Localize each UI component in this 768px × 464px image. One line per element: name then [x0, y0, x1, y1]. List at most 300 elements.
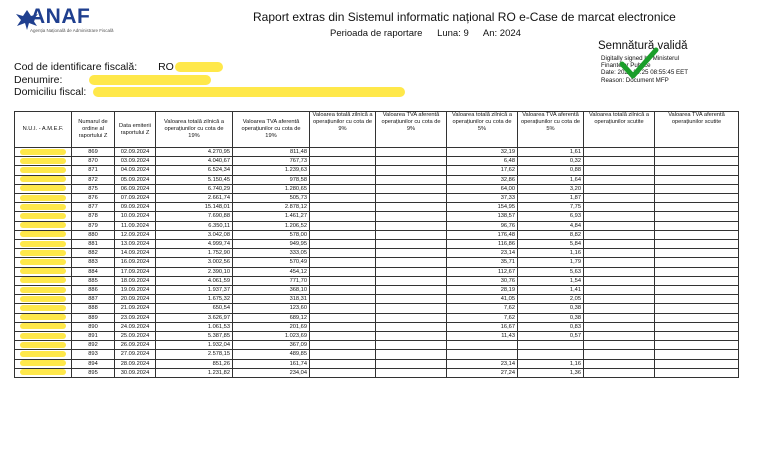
cif-label: Cod de identificare fiscală:	[14, 61, 138, 73]
table-cell: 6.740,29	[156, 184, 233, 193]
redacted-highlight	[20, 333, 66, 339]
table-cell: 6,93	[518, 212, 584, 221]
table-cell: 2,05	[518, 295, 584, 304]
nui-amef-cell	[15, 148, 72, 157]
table-cell: 1.206,52	[233, 221, 310, 230]
table-cell: 978,58	[233, 175, 310, 184]
table-cell: 875	[72, 184, 115, 193]
table-cell	[584, 304, 655, 313]
table-row	[15, 175, 739, 184]
table-cell: 32,19	[447, 148, 518, 157]
table-cell	[376, 221, 447, 230]
table-cell: 161,74	[233, 359, 310, 368]
table-cell	[310, 148, 376, 157]
table-cell: 1,41	[518, 286, 584, 295]
period-year: An: 2024	[482, 28, 521, 39]
table-cell: 4.999,74	[156, 240, 233, 249]
table-cell: 1.461,27	[233, 212, 310, 221]
table-cell: 689,12	[233, 313, 310, 322]
domiciliu-label: Domiciliu fiscal:	[14, 86, 87, 98]
table-cell	[584, 148, 655, 157]
table-cell: 1,64	[518, 175, 584, 184]
table-cell	[584, 276, 655, 285]
table-cell: 116,86	[447, 240, 518, 249]
table-cell	[310, 350, 376, 359]
table-cell: 4.061,59	[156, 276, 233, 285]
period-month: Luna: 9	[437, 28, 469, 39]
table-cell: 32,86	[447, 175, 518, 184]
redacted-highlight	[175, 62, 223, 72]
anaf-logo-text: ANAF	[30, 5, 91, 28]
column-header: Valoarea totală zilnică a operațiunilor cu cota de 5%	[447, 112, 518, 148]
table-cell: 0,32	[518, 157, 584, 166]
table-cell: 1.932,04	[156, 341, 233, 350]
table-cell: 892	[72, 341, 115, 350]
table-row	[15, 258, 739, 267]
table-cell: 7.690,88	[156, 212, 233, 221]
table-cell	[655, 295, 739, 304]
table-cell: 3.002,56	[156, 258, 233, 267]
table-cell	[584, 212, 655, 221]
table-cell: 0,88	[518, 166, 584, 175]
table-cell: 882	[72, 249, 115, 258]
column-header: Numarul de ordine al raportului Z	[72, 112, 115, 148]
table-cell: 879	[72, 221, 115, 230]
table-cell: 872	[72, 175, 115, 184]
table-cell	[310, 332, 376, 341]
redacted-highlight	[20, 167, 66, 173]
column-header: N.U.I. - A.M.E.F.	[15, 112, 72, 148]
table-row	[15, 286, 739, 295]
table-cell: 0,38	[518, 313, 584, 322]
table-cell	[376, 258, 447, 267]
signature-line: Reason: Document MFP	[601, 76, 669, 84]
table-cell	[376, 286, 447, 295]
column-header: Valoarea totală zilnică a operațiunilor cu cota de 9%	[310, 112, 376, 148]
table-cell	[376, 359, 447, 368]
table-cell: 489,85	[233, 350, 310, 359]
table-cell: 21.09.2024	[115, 304, 156, 313]
table-row	[15, 276, 739, 285]
table-cell	[310, 322, 376, 331]
table-cell	[310, 240, 376, 249]
table-cell	[376, 304, 447, 313]
table-cell	[376, 267, 447, 276]
table-cell: 30,76	[447, 276, 518, 285]
table-cell: 880	[72, 230, 115, 239]
nui-amef-cell	[15, 359, 72, 368]
table-cell: 64,00	[447, 184, 518, 193]
table-cell	[376, 368, 447, 377]
table-cell: 05.09.2024	[115, 175, 156, 184]
table-cell	[310, 194, 376, 203]
table-cell: 505,73	[233, 194, 310, 203]
redacted-highlight	[20, 231, 66, 237]
table-cell: 878	[72, 212, 115, 221]
table-cell	[655, 258, 739, 267]
table-cell	[310, 276, 376, 285]
table-cell: 6.524,34	[156, 166, 233, 175]
table-row	[15, 313, 739, 322]
table-row	[15, 249, 739, 258]
table-cell	[310, 249, 376, 258]
table-cell	[376, 203, 447, 212]
table-cell	[376, 341, 447, 350]
table-cell: 3.042,08	[156, 230, 233, 239]
table-cell	[584, 332, 655, 341]
table-cell	[310, 203, 376, 212]
redacted-highlight	[20, 305, 66, 311]
table-cell: 5.150,45	[156, 175, 233, 184]
table-cell	[310, 313, 376, 322]
table-cell	[376, 322, 447, 331]
table-cell: 1.023,69	[233, 332, 310, 341]
table-cell: 04.09.2024	[115, 166, 156, 175]
table-cell	[655, 157, 739, 166]
table-cell: 09.09.2024	[115, 203, 156, 212]
table-cell	[584, 368, 655, 377]
table-cell	[447, 341, 518, 350]
domiciliu-field	[14, 86, 405, 98]
checkmark-icon	[618, 46, 660, 82]
table-cell: 123,60	[233, 304, 310, 313]
table-cell: 25.09.2024	[115, 332, 156, 341]
nui-amef-cell	[15, 267, 72, 276]
table-cell: 1.675,32	[156, 295, 233, 304]
table-cell: 578,00	[233, 230, 310, 239]
nui-amef-cell	[15, 230, 72, 239]
table-cell	[310, 295, 376, 304]
table-cell: 811,48	[233, 148, 310, 157]
redacted-highlight	[20, 241, 66, 247]
nui-amef-cell	[15, 350, 72, 359]
table-cell: 28.09.2024	[115, 359, 156, 368]
redacted-highlight	[20, 259, 66, 265]
nui-amef-cell	[15, 240, 72, 249]
table-cell: 23,14	[447, 359, 518, 368]
table-cell: 18.09.2024	[115, 276, 156, 285]
table-row	[15, 304, 739, 313]
table-cell	[655, 230, 739, 239]
table-row	[15, 194, 739, 203]
table-cell	[655, 221, 739, 230]
signature-line: Digitally signed by Ministerul	[601, 55, 680, 62]
table-cell: 884	[72, 267, 115, 276]
table-cell: 27.09.2024	[115, 350, 156, 359]
redacted-highlight	[20, 195, 66, 201]
table-cell	[584, 295, 655, 304]
table-cell	[310, 341, 376, 350]
redacted-highlight	[93, 87, 405, 97]
table-cell	[584, 194, 655, 203]
redacted-highlight	[20, 360, 66, 366]
table-cell: 318,31	[233, 295, 310, 304]
table-cell: 1.239,63	[233, 166, 310, 175]
table-cell	[376, 194, 447, 203]
table-cell	[376, 184, 447, 193]
column-header: Valoarea TVA aferentă operațiunilor cu cota de 5%	[518, 112, 584, 148]
table-cell	[584, 203, 655, 212]
table-cell: 2.578,15	[156, 350, 233, 359]
table-cell	[310, 304, 376, 313]
table-cell: 28,19	[447, 286, 518, 295]
table-cell: 871	[72, 166, 115, 175]
table-cell: 16.09.2024	[115, 258, 156, 267]
table-cell	[376, 313, 447, 322]
table-cell	[376, 148, 447, 157]
table-cell: 154,95	[447, 203, 518, 212]
table-row	[15, 230, 739, 239]
table-cell: 37,33	[447, 194, 518, 203]
denumire-label: Denumire:	[14, 74, 63, 86]
table-cell	[584, 221, 655, 230]
table-cell	[655, 286, 739, 295]
table-cell: 03.09.2024	[115, 157, 156, 166]
table-cell	[518, 350, 584, 359]
nui-amef-cell	[15, 286, 72, 295]
table-cell: 367,09	[233, 341, 310, 350]
nui-amef-cell	[15, 194, 72, 203]
table-cell: 15.148,01	[156, 203, 233, 212]
table-cell	[310, 286, 376, 295]
redacted-highlight	[20, 204, 66, 210]
table-cell	[655, 313, 739, 322]
denumire-field	[14, 74, 211, 86]
nui-amef-cell	[15, 221, 72, 230]
table-cell: 5,63	[518, 267, 584, 276]
table-cell: 17,62	[447, 166, 518, 175]
table-row	[15, 359, 739, 368]
table-cell	[376, 230, 447, 239]
table-cell: 881	[72, 240, 115, 249]
table-cell: 891	[72, 332, 115, 341]
table-cell: 2.390,10	[156, 267, 233, 276]
table-cell: 4,84	[518, 221, 584, 230]
cif-field	[14, 61, 223, 73]
table-cell	[376, 295, 447, 304]
table-cell: 7,62	[447, 304, 518, 313]
table-cell	[310, 184, 376, 193]
table-cell	[655, 175, 739, 184]
table-row	[15, 203, 739, 212]
table-cell: 894	[72, 359, 115, 368]
table-cell: 870	[72, 157, 115, 166]
table-cell: 5,84	[518, 240, 584, 249]
table-cell: 201,69	[233, 322, 310, 331]
table-cell	[376, 276, 447, 285]
table-cell	[584, 166, 655, 175]
table-cell: 10.09.2024	[115, 212, 156, 221]
table-cell	[655, 212, 739, 221]
redacted-highlight	[20, 342, 66, 348]
redacted-highlight	[20, 287, 66, 293]
table-cell: 1.280,65	[233, 184, 310, 193]
nui-amef-cell	[15, 368, 72, 377]
table-cell	[584, 313, 655, 322]
column-header: Valoarea TVA aferentă operațiunilor cu cota de 19%	[233, 112, 310, 148]
table-cell: 333,05	[233, 249, 310, 258]
table-cell: 1,87	[518, 194, 584, 203]
nui-amef-cell	[15, 304, 72, 313]
table-cell	[584, 249, 655, 258]
table-cell: 12.09.2024	[115, 230, 156, 239]
nui-amef-cell	[15, 249, 72, 258]
table-cell	[655, 368, 739, 377]
table-cell: 27,24	[447, 368, 518, 377]
table-row	[15, 148, 739, 157]
table-cell: 885	[72, 276, 115, 285]
table-cell: 5.387,85	[156, 332, 233, 341]
table-cell: 893	[72, 350, 115, 359]
table-cell	[376, 157, 447, 166]
redacted-highlight	[89, 75, 211, 85]
table-cell: 17.09.2024	[115, 267, 156, 276]
table-cell: 07.09.2024	[115, 194, 156, 203]
table-row	[15, 212, 739, 221]
nui-amef-cell	[15, 175, 72, 184]
table-cell	[310, 230, 376, 239]
report-title: Raport extras din Sistemul informatic național RO e-Case de marcat electronice	[253, 10, 676, 24]
table-row	[15, 221, 739, 230]
table-cell: 13.09.2024	[115, 240, 156, 249]
table-cell: 0,57	[518, 332, 584, 341]
table-cell	[655, 359, 739, 368]
table-cell: 1,16	[518, 359, 584, 368]
nui-amef-cell	[15, 203, 72, 212]
table-cell	[584, 267, 655, 276]
table-cell	[655, 322, 739, 331]
redacted-highlight	[20, 314, 66, 320]
table-cell	[584, 157, 655, 166]
table-row	[15, 332, 739, 341]
table-cell	[310, 175, 376, 184]
table-cell	[376, 212, 447, 221]
table-cell	[310, 258, 376, 267]
table-cell: 1,79	[518, 258, 584, 267]
table-row	[15, 166, 739, 175]
column-header: Valoarea totală zilnică a operațiunilor scutite	[584, 112, 655, 148]
redacted-highlight	[20, 176, 66, 182]
redacted-highlight	[20, 250, 66, 256]
table-row	[15, 184, 739, 193]
table-cell: 895	[72, 368, 115, 377]
table-cell: 883	[72, 258, 115, 267]
table-cell	[584, 286, 655, 295]
table-cell	[518, 341, 584, 350]
table-cell	[655, 240, 739, 249]
table-cell: 1,36	[518, 368, 584, 377]
anaf-logo-subtitle: Agenția Națională de Administrare Fiscală	[30, 28, 114, 33]
table-cell: 7,75	[518, 203, 584, 212]
redacted-highlight	[20, 213, 66, 219]
table-cell: 96,76	[447, 221, 518, 230]
table-cell: 2.878,12	[233, 203, 310, 212]
table-cell: 771,70	[233, 276, 310, 285]
table-cell	[584, 258, 655, 267]
table-body	[15, 148, 739, 378]
table-cell: 889	[72, 313, 115, 322]
table-cell: 4.040,67	[156, 157, 233, 166]
table-cell: 1.752,90	[156, 249, 233, 258]
table-cell	[310, 212, 376, 221]
table-cell: 138,57	[447, 212, 518, 221]
nui-amef-cell	[15, 295, 72, 304]
table-cell	[584, 184, 655, 193]
table-cell	[655, 184, 739, 193]
table-cell	[655, 194, 739, 203]
table-cell: 3.626,97	[156, 313, 233, 322]
nui-amef-cell	[15, 332, 72, 341]
table-cell	[655, 304, 739, 313]
redacted-highlight	[20, 185, 66, 191]
table-cell	[655, 276, 739, 285]
table-cell: 16,67	[447, 322, 518, 331]
table-row	[15, 368, 739, 377]
redacted-highlight	[20, 323, 66, 329]
column-header: Valoarea TVA aferentă operațiunilor cu cota de 9%	[376, 112, 447, 148]
table-cell: 454,12	[233, 267, 310, 276]
table-cell	[310, 157, 376, 166]
table-cell: 888	[72, 304, 115, 313]
table-cell	[655, 166, 739, 175]
table-cell: 767,73	[233, 157, 310, 166]
table-row	[15, 267, 739, 276]
table-cell: 7,62	[447, 313, 518, 322]
table-cell: 886	[72, 286, 115, 295]
table-cell	[655, 249, 739, 258]
table-cell	[655, 267, 739, 276]
redacted-highlight	[20, 277, 66, 283]
table-cell	[376, 332, 447, 341]
table-cell: 0,38	[518, 304, 584, 313]
table-cell: 949,95	[233, 240, 310, 249]
table-cell	[447, 350, 518, 359]
table-cell: 368,10	[233, 286, 310, 295]
redacted-highlight	[20, 268, 66, 274]
table-cell: 1,16	[518, 249, 584, 258]
table-row	[15, 341, 739, 350]
table-row	[15, 240, 739, 249]
redacted-highlight	[20, 369, 66, 375]
table-cell: 0,83	[518, 322, 584, 331]
table-cell: 1.061,53	[156, 322, 233, 331]
table-cell: 890	[72, 322, 115, 331]
table-row	[15, 350, 739, 359]
table-cell: 1.231,82	[156, 368, 233, 377]
table-cell: 8,82	[518, 230, 584, 239]
table-cell: 19.09.2024	[115, 286, 156, 295]
table-cell: 877	[72, 203, 115, 212]
nui-amef-cell	[15, 313, 72, 322]
redacted-highlight	[20, 296, 66, 302]
table-cell: 11,43	[447, 332, 518, 341]
table-cell: 20.09.2024	[115, 295, 156, 304]
period-label: Perioada de raportare	[330, 28, 423, 39]
table-cell	[655, 148, 739, 157]
nui-amef-cell	[15, 212, 72, 221]
table-cell	[655, 203, 739, 212]
table-cell	[376, 240, 447, 249]
table-cell: 35,71	[447, 258, 518, 267]
table-cell: 41,05	[447, 295, 518, 304]
table-cell	[310, 221, 376, 230]
table-cell: 4.270,95	[156, 148, 233, 157]
nui-amef-cell	[15, 322, 72, 331]
table-cell: 887	[72, 295, 115, 304]
nui-amef-cell	[15, 276, 72, 285]
table-cell: 1,54	[518, 276, 584, 285]
table-cell: 06.09.2024	[115, 184, 156, 193]
